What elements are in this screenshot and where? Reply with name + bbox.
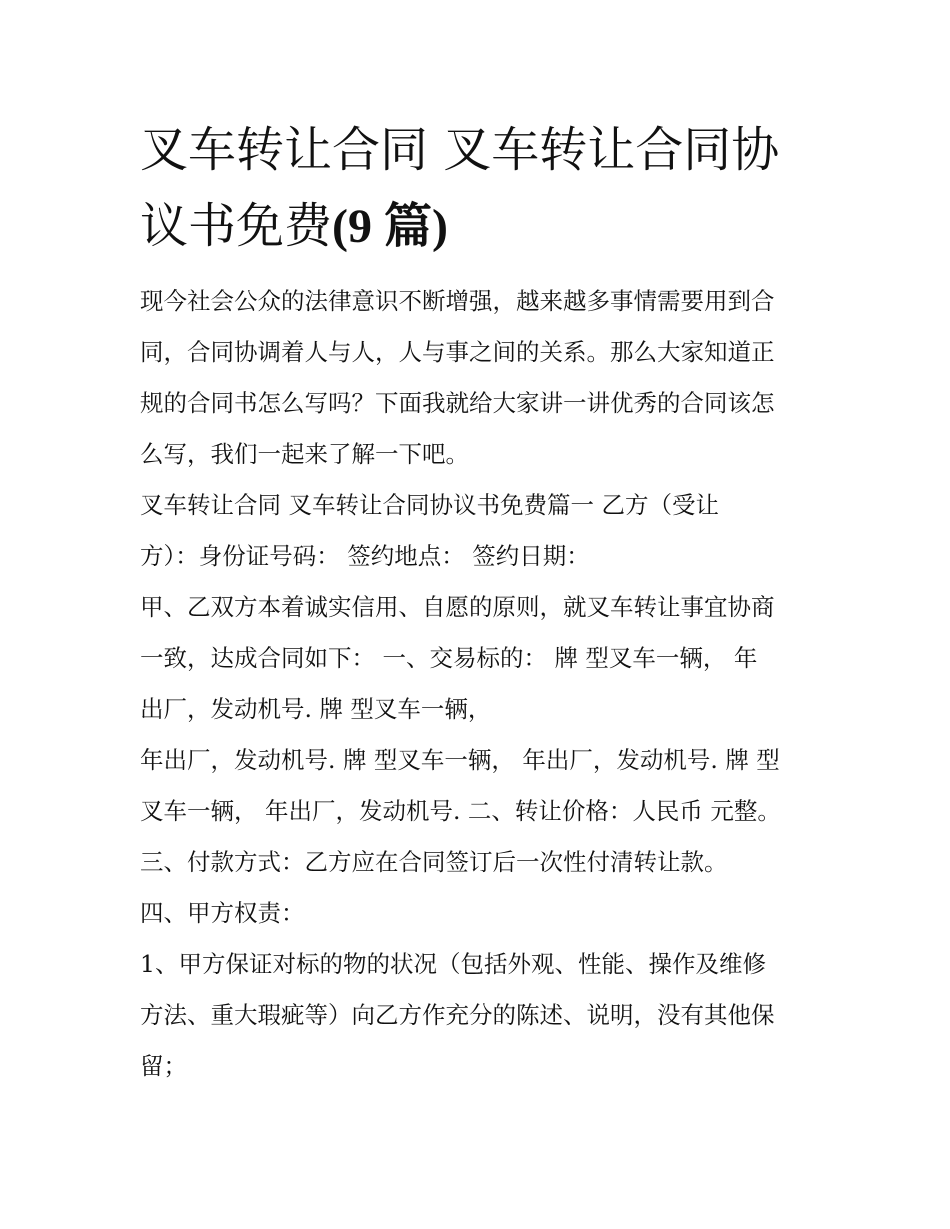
body-line: 出厂，发动机号. 牌 型叉车一辆， bbox=[140, 695, 492, 723]
title-count: (9 篇) bbox=[332, 200, 448, 253]
body-line: 现今社会公众的法律意识不断增强，越来越多事情需要用到合 bbox=[140, 287, 775, 315]
body-line: 同，合同协调着人与人，人与事之间的关系。那么大家知道正 bbox=[140, 338, 775, 366]
body-line: 三、付款方式：乙方应在合同签订后一次性付清转让款。 bbox=[140, 848, 728, 876]
body-line: 1、甲方保证对标的物的状况（包括外观、性能、操作及维修 bbox=[140, 950, 766, 978]
body-line: 留； bbox=[140, 1052, 187, 1080]
document-title bbox=[140, 112, 830, 265]
body-line: 甲、乙双方本着诚实信用、自愿的原则，就叉车转让事宜协商 bbox=[140, 593, 775, 621]
body-line: 叉车一辆， 年出厂，发动机号. 二、转让价格：人民币 元整。 bbox=[140, 797, 781, 825]
section-heading-line: 叉车转让合同 叉车转让合同协议书免费篇一 乙方（受让 bbox=[140, 491, 719, 519]
body-line: 规的合同书怎么写吗？下面我就给大家讲一讲优秀的合同该怎 bbox=[140, 389, 775, 417]
title-line-1: 叉车转让合同 叉车转让合同协 bbox=[140, 122, 780, 178]
body-line: 么写，我们一起来了解一下吧。 bbox=[140, 440, 469, 468]
body-line: 四、甲方权责： bbox=[140, 899, 305, 927]
body-line: 一致，达成合同如下： 一、交易标的： 牌 型叉车一辆， 年 bbox=[140, 644, 758, 672]
body-line: 方法、重大瑕疵等）向乙方作充分的陈述、说明，没有其他保 bbox=[140, 1001, 775, 1029]
title-line-2: 议书免费 bbox=[140, 198, 333, 254]
body-line: 方）：身份证号码： 签约地点： 签约日期： bbox=[140, 542, 590, 570]
body-line: 年出厂，发动机号. 牌 型叉车一辆， 年出厂，发动机号. 牌 型 bbox=[140, 746, 780, 774]
